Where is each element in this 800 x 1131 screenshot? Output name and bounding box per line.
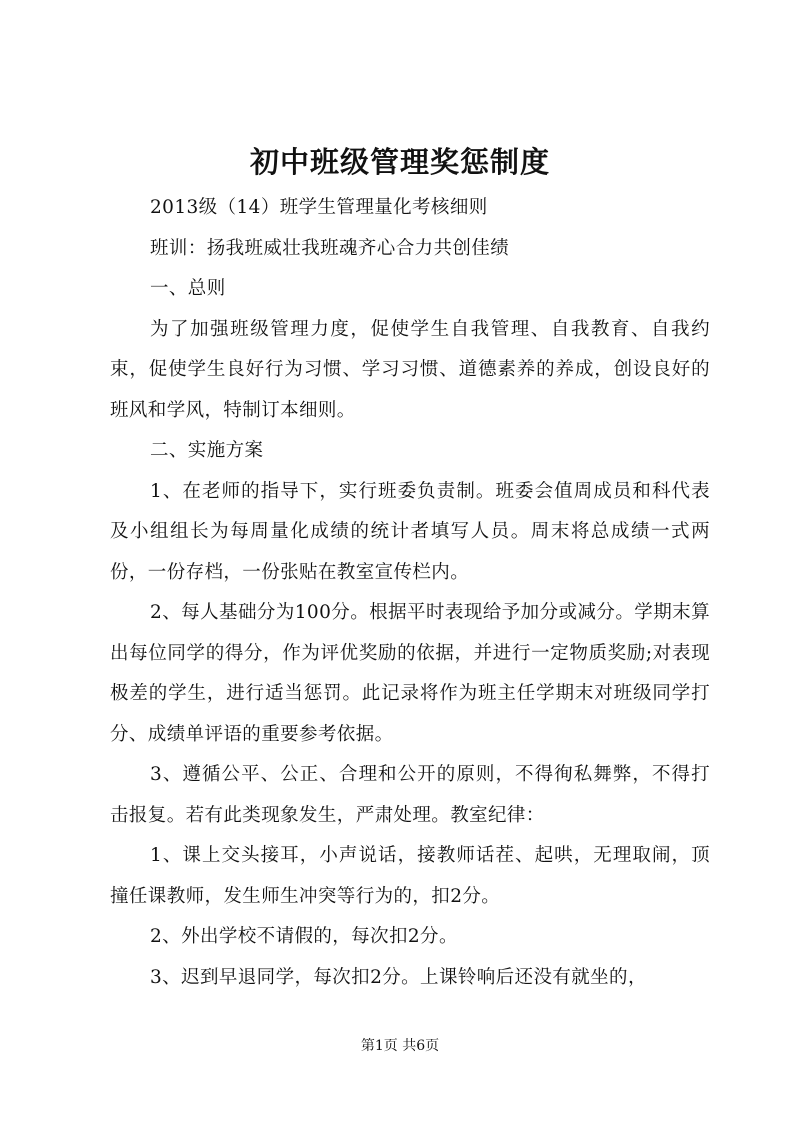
paragraph-plan-1: 1、在老师的指导下，实行班委负责制。班委会值周成员和科代表及小组组长为每周量化成绩的统计者填写人员。周末将总成绩一式两份，一份存档，一份张贴在教室宣传栏内。 bbox=[110, 480, 710, 583]
paragraph-rule-2: 2、外出学校不请假的，每次扣2分。 bbox=[150, 926, 458, 947]
page-number-footer: 第1页 共6页 bbox=[360, 1038, 440, 1054]
paragraph-motto: 班训：扬我班威壮我班魂齐心合力共创佳绩 bbox=[150, 237, 510, 259]
paragraph-rule-1: 1、课上交头接耳，小声说话，接教师话茬、起哄，无理取闹，顶撞任课教师，发生师生冲突等行为的，扣2分。 bbox=[110, 845, 710, 907]
document-body bbox=[110, 188, 710, 998]
paragraph-plan-3: 3、遵循公平、公正、合理和公开的原则，不得徇私舞弊，不得打击报复。若有此类现象发生，严肃处理。教室纪律： bbox=[110, 764, 710, 826]
section-heading-general: 一、总则 bbox=[150, 278, 226, 299]
paragraph-rule-3: 3、迟到早退同学，每次扣2分。上课铃响后还没有就坐的， bbox=[150, 966, 647, 988]
section-heading-plan: 二、实施方案 bbox=[150, 440, 264, 461]
paragraph-general: 为了加强班级管理力度，促使学生自我管理、自我教育、自我约束，促使学生良好行为习惯、学习习惯、道德素养的养成，创设良好的班风和学风，特制订本细则。 bbox=[110, 318, 710, 421]
document-title: 初中班级管理奖惩制度 bbox=[249, 145, 550, 179]
paragraph-plan-2: 2、每人基础分为100分。根据平时表现给予加分或减分。学期末算出每位同学的得分，作为评优奖励的依据，并进行一定物质奖励;对表现极差的学生，进行适当惩罚。此记录将作为班主任学期末对班级同学打分、成绩单评语的重要参考依据。 bbox=[110, 602, 710, 745]
paragraph-subtitle: 2013级（14）班学生管理量化考核细则 bbox=[150, 197, 488, 218]
